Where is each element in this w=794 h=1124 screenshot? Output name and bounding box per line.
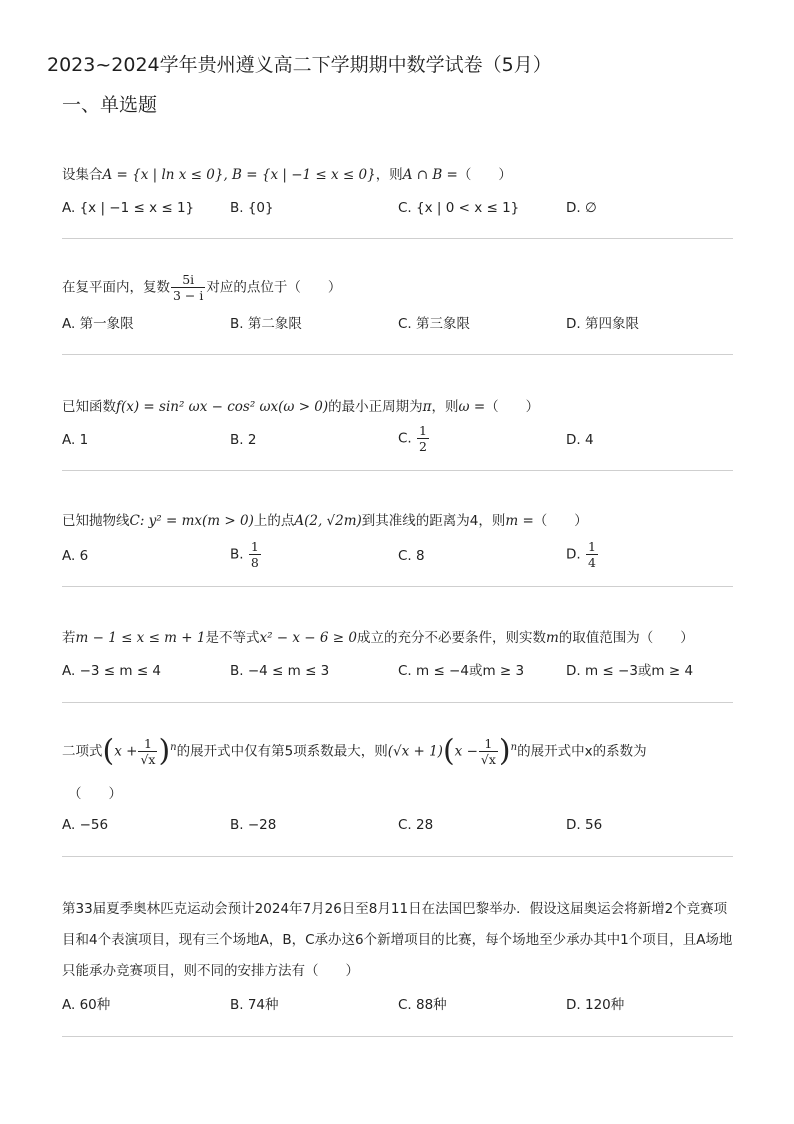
q1-option-a[interactable]: A. {x | −1 ≤ x ≤ 1}: [62, 200, 195, 216]
q6-stem-line2: （ ）: [68, 786, 122, 802]
question-6-stem: [62, 733, 647, 769]
question-2-stem: [62, 272, 341, 303]
q4-option-b[interactable]: [230, 539, 262, 570]
q6-option-a[interactable]: A. −56: [62, 817, 109, 833]
q6-stem-prefix: 二项式: [62, 743, 103, 760]
q6-option-d[interactable]: D. 56: [566, 817, 603, 833]
exponent: n: [170, 742, 177, 753]
q1-stem-prefix: 设集合: [62, 167, 103, 183]
q3-stem-math3: ω =: [458, 399, 486, 415]
question-3-stem: [62, 398, 539, 416]
q4-stem-suffix: （ ）: [533, 513, 588, 529]
q5-option-d[interactable]: D. m ≤ −3或m ≥ 4: [566, 663, 694, 679]
q7-option-b[interactable]: B. 74种: [230, 997, 279, 1013]
q4-stem-math2: A(2, √2m): [294, 513, 362, 529]
q6-expr2: (√x + 1): [387, 743, 443, 760]
q1-stem-mid: ，则: [375, 167, 403, 183]
q5-stem-math: m − 1 ≤ x ≤ m + 1: [75, 630, 206, 646]
q4-option-d-label: D.: [566, 546, 581, 563]
q2-option-d[interactable]: D. 第四象限: [566, 316, 639, 332]
q4-option-d[interactable]: [566, 539, 599, 570]
q5-stem-prefix: 若: [62, 630, 76, 646]
q7-option-c[interactable]: C. 88种: [398, 997, 447, 1013]
frac-num: 1: [250, 539, 259, 554]
q2-stem-suffix: 对应的点位于（ ）: [206, 279, 342, 296]
q6-fraction-2: [479, 736, 498, 767]
q5-option-b[interactable]: B. −4 ≤ m ≤ 3: [230, 663, 330, 679]
q5-stem-math3: m: [545, 630, 559, 646]
q1-stem-math2: A ∩ B =: [402, 167, 458, 183]
q3-option-d[interactable]: D. 4: [566, 432, 594, 448]
q5-option-c[interactable]: C. m ≤ −4或m ≥ 3: [398, 663, 525, 679]
left-paren: (: [442, 733, 455, 769]
q5-stem-mid: 是不等式: [205, 630, 260, 646]
exam-title: 2023~2024学年贵州遵义高二下学期期中数学试卷（5月）: [47, 54, 552, 76]
q3-option-a[interactable]: A. 1: [62, 432, 89, 448]
q2-option-a[interactable]: A. 第一象限: [62, 316, 134, 332]
q6-option-c[interactable]: C. 28: [398, 817, 434, 833]
q1-option-b[interactable]: B. {0}: [230, 200, 274, 216]
q3-option-c[interactable]: [398, 423, 430, 454]
question-4-stem: [62, 512, 588, 530]
q4-stem-math3: m =: [505, 513, 534, 529]
q4-stem-mid: 上的点: [253, 513, 295, 529]
question-5-stem: [62, 629, 694, 647]
q4-option-b-fraction: [249, 539, 261, 570]
left-paren: (: [102, 733, 115, 769]
divider: [62, 238, 733, 239]
frac-num: 1: [484, 736, 493, 751]
q3-stem-math: f(x) = sin² ωx − cos² ωx(ω > 0): [116, 399, 329, 415]
q1-stem-suffix: （ ）: [457, 167, 512, 183]
q4-option-d-fraction: [586, 539, 598, 570]
q5-stem-suffix: 的取值范围为（ ）: [558, 630, 694, 646]
frac-den: √x: [140, 752, 156, 767]
q3-option-b[interactable]: B. 2: [230, 432, 257, 448]
q1-option-d[interactable]: D. ∅: [566, 200, 597, 216]
question-7-stem: 第33届夏季奥林匹克运动会预计2024年7月26日至8月11日在法国巴黎举办．假设这届奥运会将新增2个竞赛项目和4个表演项目，现有三个场地A，B，C承办这6个新增项目的比赛，每个场地至少承办其中1个项目，且A场地只能承办竞赛项目，则不同的安排方法有（ ）: [62, 901, 733, 979]
q5-stem-mid2: 成立的充分不必要条件，则实数: [356, 630, 546, 646]
right-paren: ): [498, 733, 511, 769]
frac-num: 1: [143, 736, 152, 751]
q4-option-c[interactable]: C. 8: [398, 548, 425, 564]
q2-stem-prefix: 在复平面内，复数: [62, 279, 170, 296]
q1-stem-math: A = {x | ln x ≤ 0}, B = {x | −1 ≤ x ≤ 0}: [102, 167, 376, 183]
frac-den: 4: [587, 555, 596, 570]
frac-num: 1: [419, 423, 427, 438]
q3-stem-mid2: ，则: [431, 399, 459, 415]
q5-stem-math2: x² − x − 6 ≥ 0: [259, 630, 357, 646]
divider: [62, 586, 733, 587]
q4-stem-mid2: 到其准线的距离为4，则: [361, 513, 506, 529]
section-heading: 一、单选题: [62, 94, 158, 116]
q2-fraction: [171, 272, 205, 303]
q3-option-c-fraction: [417, 423, 429, 454]
q4-option-b-label: B.: [230, 546, 244, 563]
frac-num: 1: [587, 539, 596, 554]
q3-stem-suffix: （ ）: [485, 399, 540, 415]
frac-den: 8: [250, 555, 259, 570]
q3-stem-mid: 的最小正周期为: [328, 399, 423, 415]
q1-option-c[interactable]: C. {x | 0 < x ≤ 1}: [398, 200, 520, 216]
right-paren: ): [158, 733, 171, 769]
frac-den: 2: [419, 439, 427, 454]
divider: [62, 702, 733, 703]
q5-option-a[interactable]: A. −3 ≤ m ≤ 4: [62, 663, 162, 679]
q6-expr1: x +: [114, 743, 138, 760]
q4-stem-prefix: 已知抛物线: [62, 513, 130, 529]
divider: [62, 470, 733, 471]
divider: [62, 1036, 733, 1037]
q6-option-b[interactable]: B. −28: [230, 817, 277, 833]
q4-stem-math: C: y² = mx(m > 0): [129, 513, 254, 529]
q2-option-b[interactable]: B. 第二象限: [230, 316, 302, 332]
divider: [62, 856, 733, 857]
question-1-stem: [62, 166, 512, 184]
divider: [62, 354, 733, 355]
q2-frac-num: 5i: [182, 272, 195, 287]
q6-expr3: x −: [454, 743, 478, 760]
q4-option-a[interactable]: A. 6: [62, 548, 89, 564]
q2-option-c[interactable]: C. 第三象限: [398, 316, 471, 332]
q7-option-d[interactable]: D. 120种: [566, 997, 625, 1013]
q2-frac-den: 3 − i: [173, 288, 204, 303]
frac-den: √x: [480, 752, 496, 767]
q7-option-a[interactable]: A. 60种: [62, 997, 111, 1013]
q6-stem-suffix: 的展开式中x的系数为: [517, 743, 647, 760]
q3-option-c-label: C.: [398, 430, 412, 447]
exponent: n: [510, 742, 518, 753]
q6-fraction-1: [138, 736, 157, 767]
q6-stem-mid: 的展开式中仅有第5项系数最大，则: [176, 743, 388, 760]
q3-stem-math2: π: [422, 399, 432, 415]
q3-stem-prefix: 已知函数: [62, 399, 116, 415]
